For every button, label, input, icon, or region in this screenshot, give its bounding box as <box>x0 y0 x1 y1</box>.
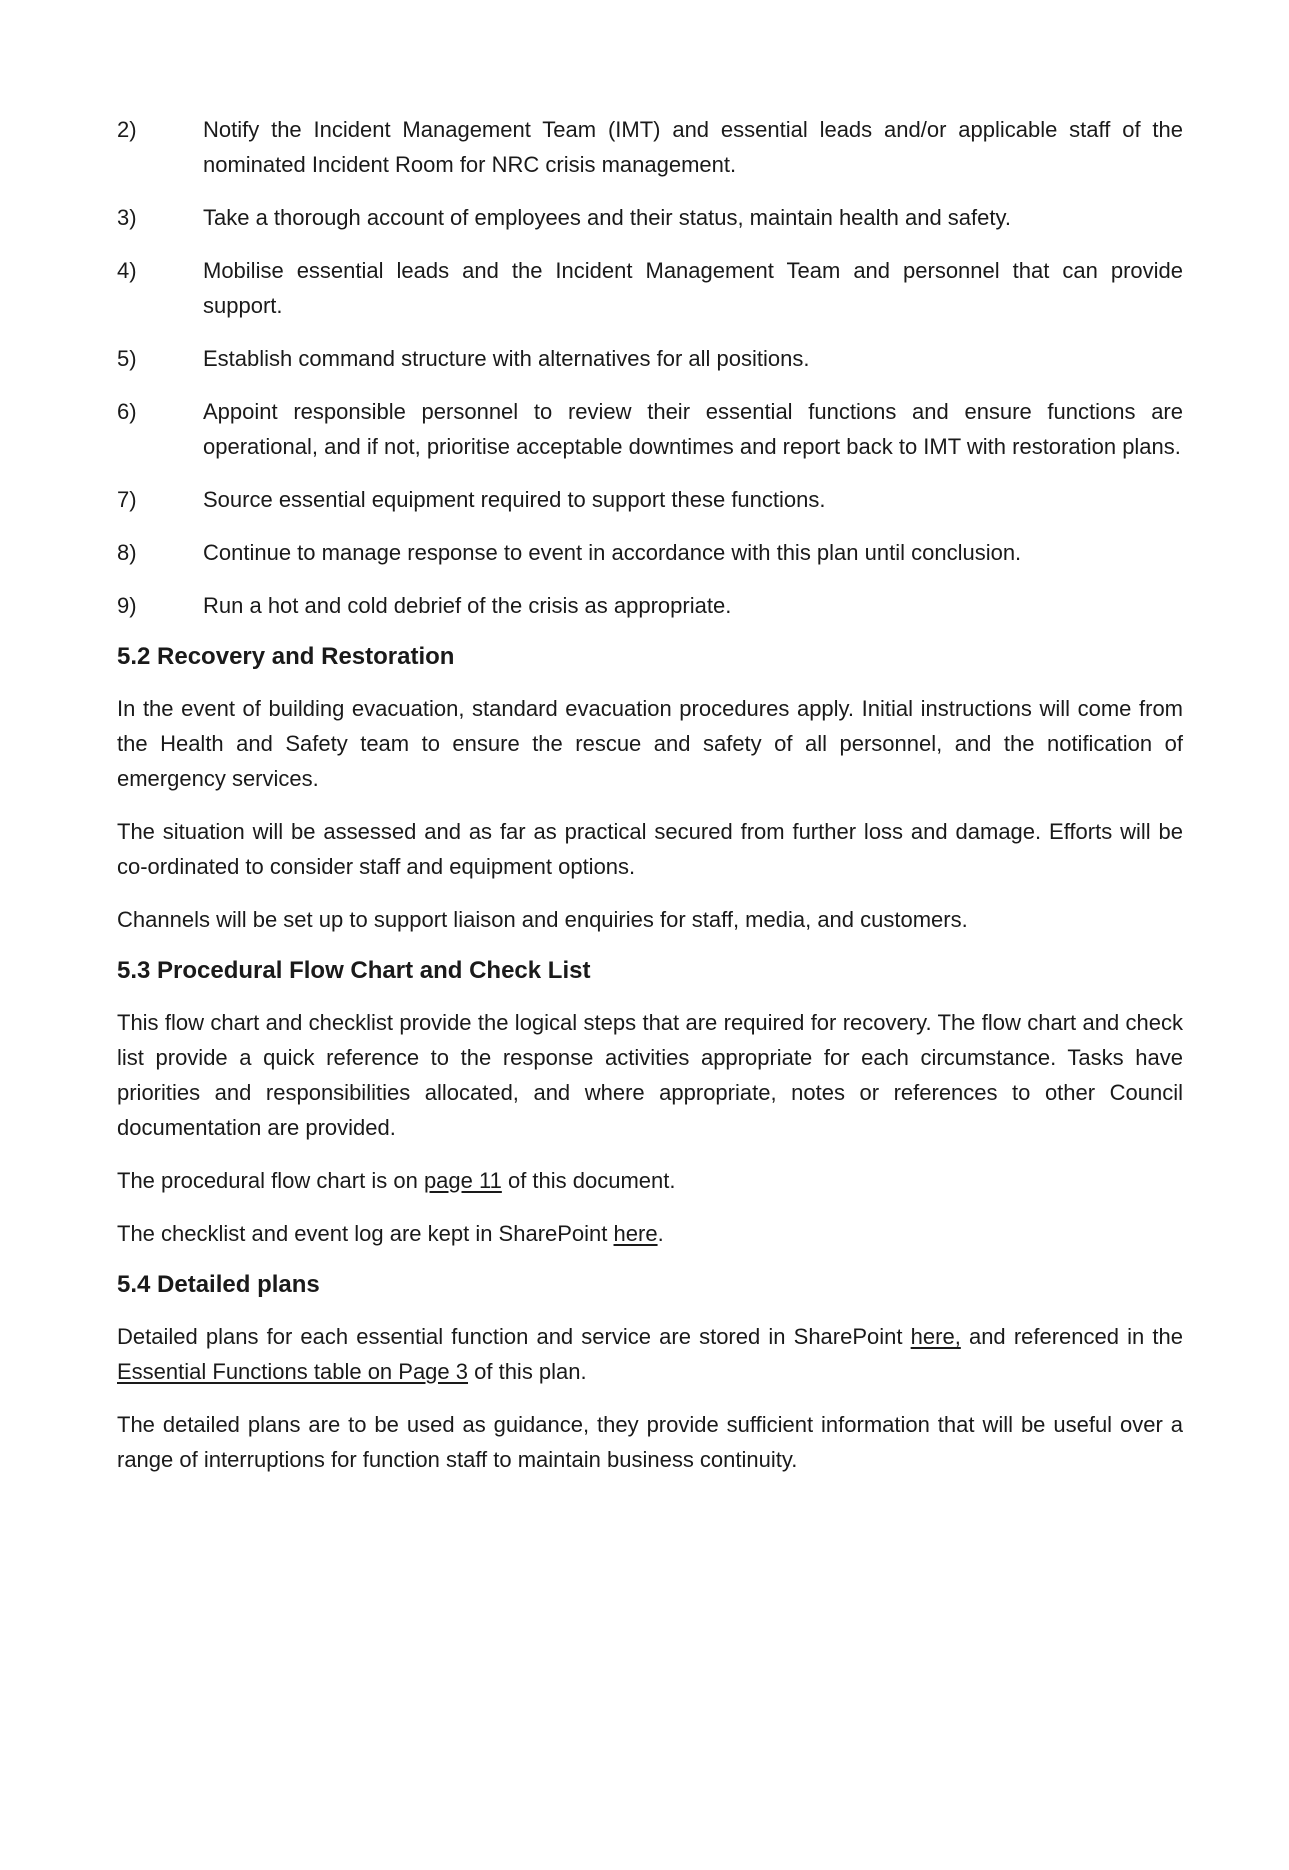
recovery-paragraph-1: In the event of building evacuation, standard evacuation procedures apply. Initial instructions will come from the Health and Safety team to ensure the rescue and safety of all personnel, and the notification of emergency services. <box>117 696 1183 791</box>
step-number: 5) <box>117 346 137 371</box>
step-text: Appoint responsible personnel to review their essential functions and ensure functions are operational, and if not, prioritise acceptable downtimes and report back to IMT with restoration plans. <box>203 399 1183 459</box>
step-number: 8) <box>117 540 137 565</box>
list-item <box>117 200 1183 235</box>
document-page <box>117 112 1183 1495</box>
list-item <box>117 394 1183 464</box>
checklist-text: The checklist and event log are kept in SharePoint <box>117 1221 614 1246</box>
flow-chart-paragraph-3 <box>117 1216 1183 1251</box>
detailed-plans-paragraph-2: The detailed plans are to be used as guidance, they provide sufficient information that will be useful over a range of interruptions for function staff to maintain business continuity. <box>117 1412 1183 1472</box>
step-text: Source essential equipment required to support these functions. <box>203 487 826 512</box>
step-text: Run a hot and cold debrief of the crisis as appropriate. <box>203 593 732 618</box>
step-number: 3) <box>117 205 137 230</box>
recovery-paragraph-3: Channels will be set up to support liaison and enquiries for staff, media, and customers. <box>117 907 968 932</box>
list-item <box>117 112 1183 182</box>
list-item <box>117 588 1183 623</box>
sharepoint-plans-link[interactable]: here, <box>910 1324 961 1349</box>
step-text: Notify the Incident Management Team (IMT) and essential leads and/or applicable staff of the nominated Incident Room for NRC crisis management. <box>203 117 1183 177</box>
flow-chart-text: The procedural flow chart is on <box>117 1168 424 1193</box>
recovery-paragraph-2: The situation will be assessed and as far as practical secured from further loss and damage. Efforts will be co-ordinated to consider staff and equipment options. <box>117 819 1183 879</box>
step-number: 9) <box>117 593 137 618</box>
step-text: Establish command structure with alternatives for all positions. <box>203 346 810 371</box>
page-11-link[interactable]: page 11 <box>423 1168 502 1193</box>
flow-chart-text: of this document. <box>501 1168 676 1193</box>
list-item <box>117 253 1183 323</box>
step-text: Mobilise essential leads and the Incident Management Team and personnel that can provide support. <box>203 258 1183 318</box>
flow-chart-paragraph-1: This flow chart and checklist provide the logical steps that are required for recovery. The flow chart and check list provide a quick reference to the response activities appropriate for each circumstance. Tasks have priorities and responsibilities allocated, and where appropriate, notes or references to other Council documentation are provided. <box>117 1010 1183 1140</box>
flow-chart-paragraph-2 <box>117 1163 1183 1198</box>
list-item <box>117 535 1183 570</box>
section-heading-flow-chart: 5.3 Procedural Flow Chart and Check List <box>117 957 591 984</box>
section-heading-recovery: 5.2 Recovery and Restoration <box>117 643 455 670</box>
checklist-text: . <box>657 1221 664 1246</box>
step-number: 7) <box>117 487 137 512</box>
step-text: Take a thorough account of employees and their status, maintain health and safety. <box>203 205 1011 230</box>
detailed-plans-text: and referenced in the <box>960 1324 1183 1349</box>
response-steps-list <box>117 112 1183 623</box>
detailed-plans-text: Detailed plans for each essential function and service are stored in SharePoint <box>117 1324 911 1349</box>
list-item <box>117 482 1183 517</box>
step-text: Continue to manage response to event in accordance with this plan until conclusion. <box>203 540 1022 565</box>
step-number: 4) <box>117 258 137 283</box>
essential-functions-table-link[interactable]: Essential Functions table on Page 3 <box>117 1359 469 1384</box>
section-heading-detailed-plans: 5.4 Detailed plans <box>117 1271 320 1298</box>
detailed-plans-text: of this plan. <box>468 1359 587 1384</box>
list-item <box>117 341 1183 376</box>
step-number: 2) <box>117 117 137 142</box>
detailed-plans-paragraph-1 <box>117 1319 1183 1389</box>
sharepoint-checklist-link[interactable]: here <box>613 1221 658 1246</box>
step-number: 6) <box>117 399 137 424</box>
